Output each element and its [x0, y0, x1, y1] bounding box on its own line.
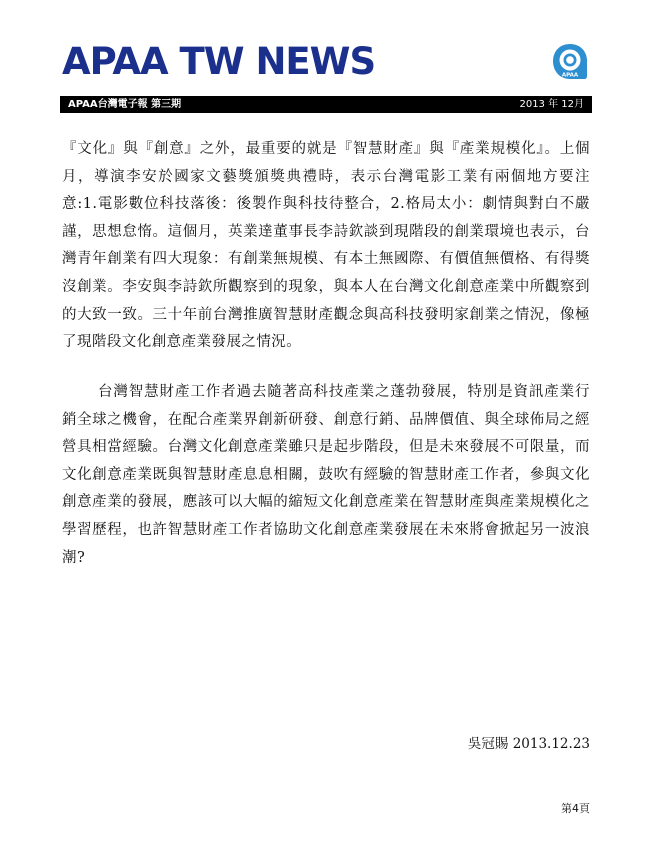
author-signature: 吳冠賜 2013.12.23	[467, 736, 590, 752]
issue-label: APAA台灣電子報 第三期	[68, 99, 182, 110]
page-number: 第4頁	[561, 802, 590, 815]
article-paragraph-1: 『文化』與『創意』之外，最重要的就是『智慧財產』與『產業規模化』。上個月，導演李安於國家文藝獎頒獎典禮時，表示台灣電影工業有兩個地方要注意:1.電影數位科技落後：後製作與科技待整合，2.格局太小：劇情與對白不嚴謹，思想怠惰。這個月，英業達董事長李詩欽談到現階段的創業環境也表示，台灣青年創業有四大現象：有創業無規模、有本土無國際、有價值無價格、有得獎沒創業。李安與李詩欽所觀察到的現象，與本人在台灣文化創意產業中所觀察到的大致一致。三十年前台灣推廣智慧財產觀念與高科技發明家創業之情況，像極了現階段文化創意產業發展之情況。	[62, 141, 590, 351]
newsletter-title: APAA TW NEWS	[62, 40, 376, 83]
issue-bar	[60, 96, 592, 113]
issue-date: 2013 年 12月	[519, 99, 584, 110]
article-paragraph-2: 台灣智慧財產工作者過去隨著高科技產業之蓬勃發展，特別是資訊產業行銷全球之機會，在配合產業界創新研發、創意行銷、品牌價值、與全球佈局之經營具相當經驗。台灣文化創意產業雖只是起步階段，但是未來發展不可限量，而文化創意產業既與智慧財產息息相關，鼓吹有經驗的智慧財產工作者，參與文化創意產業的發展，應該可以大幅的縮短文化創意產業在智慧財產與產業規模化之學習歷程，也許智慧財產工作者協助文化創意產業發展在未來將會掀起另一波浪潮?	[62, 384, 590, 566]
svg-text:APAA: APAA	[561, 72, 579, 79]
apaa-logo-icon	[551, 42, 589, 82]
